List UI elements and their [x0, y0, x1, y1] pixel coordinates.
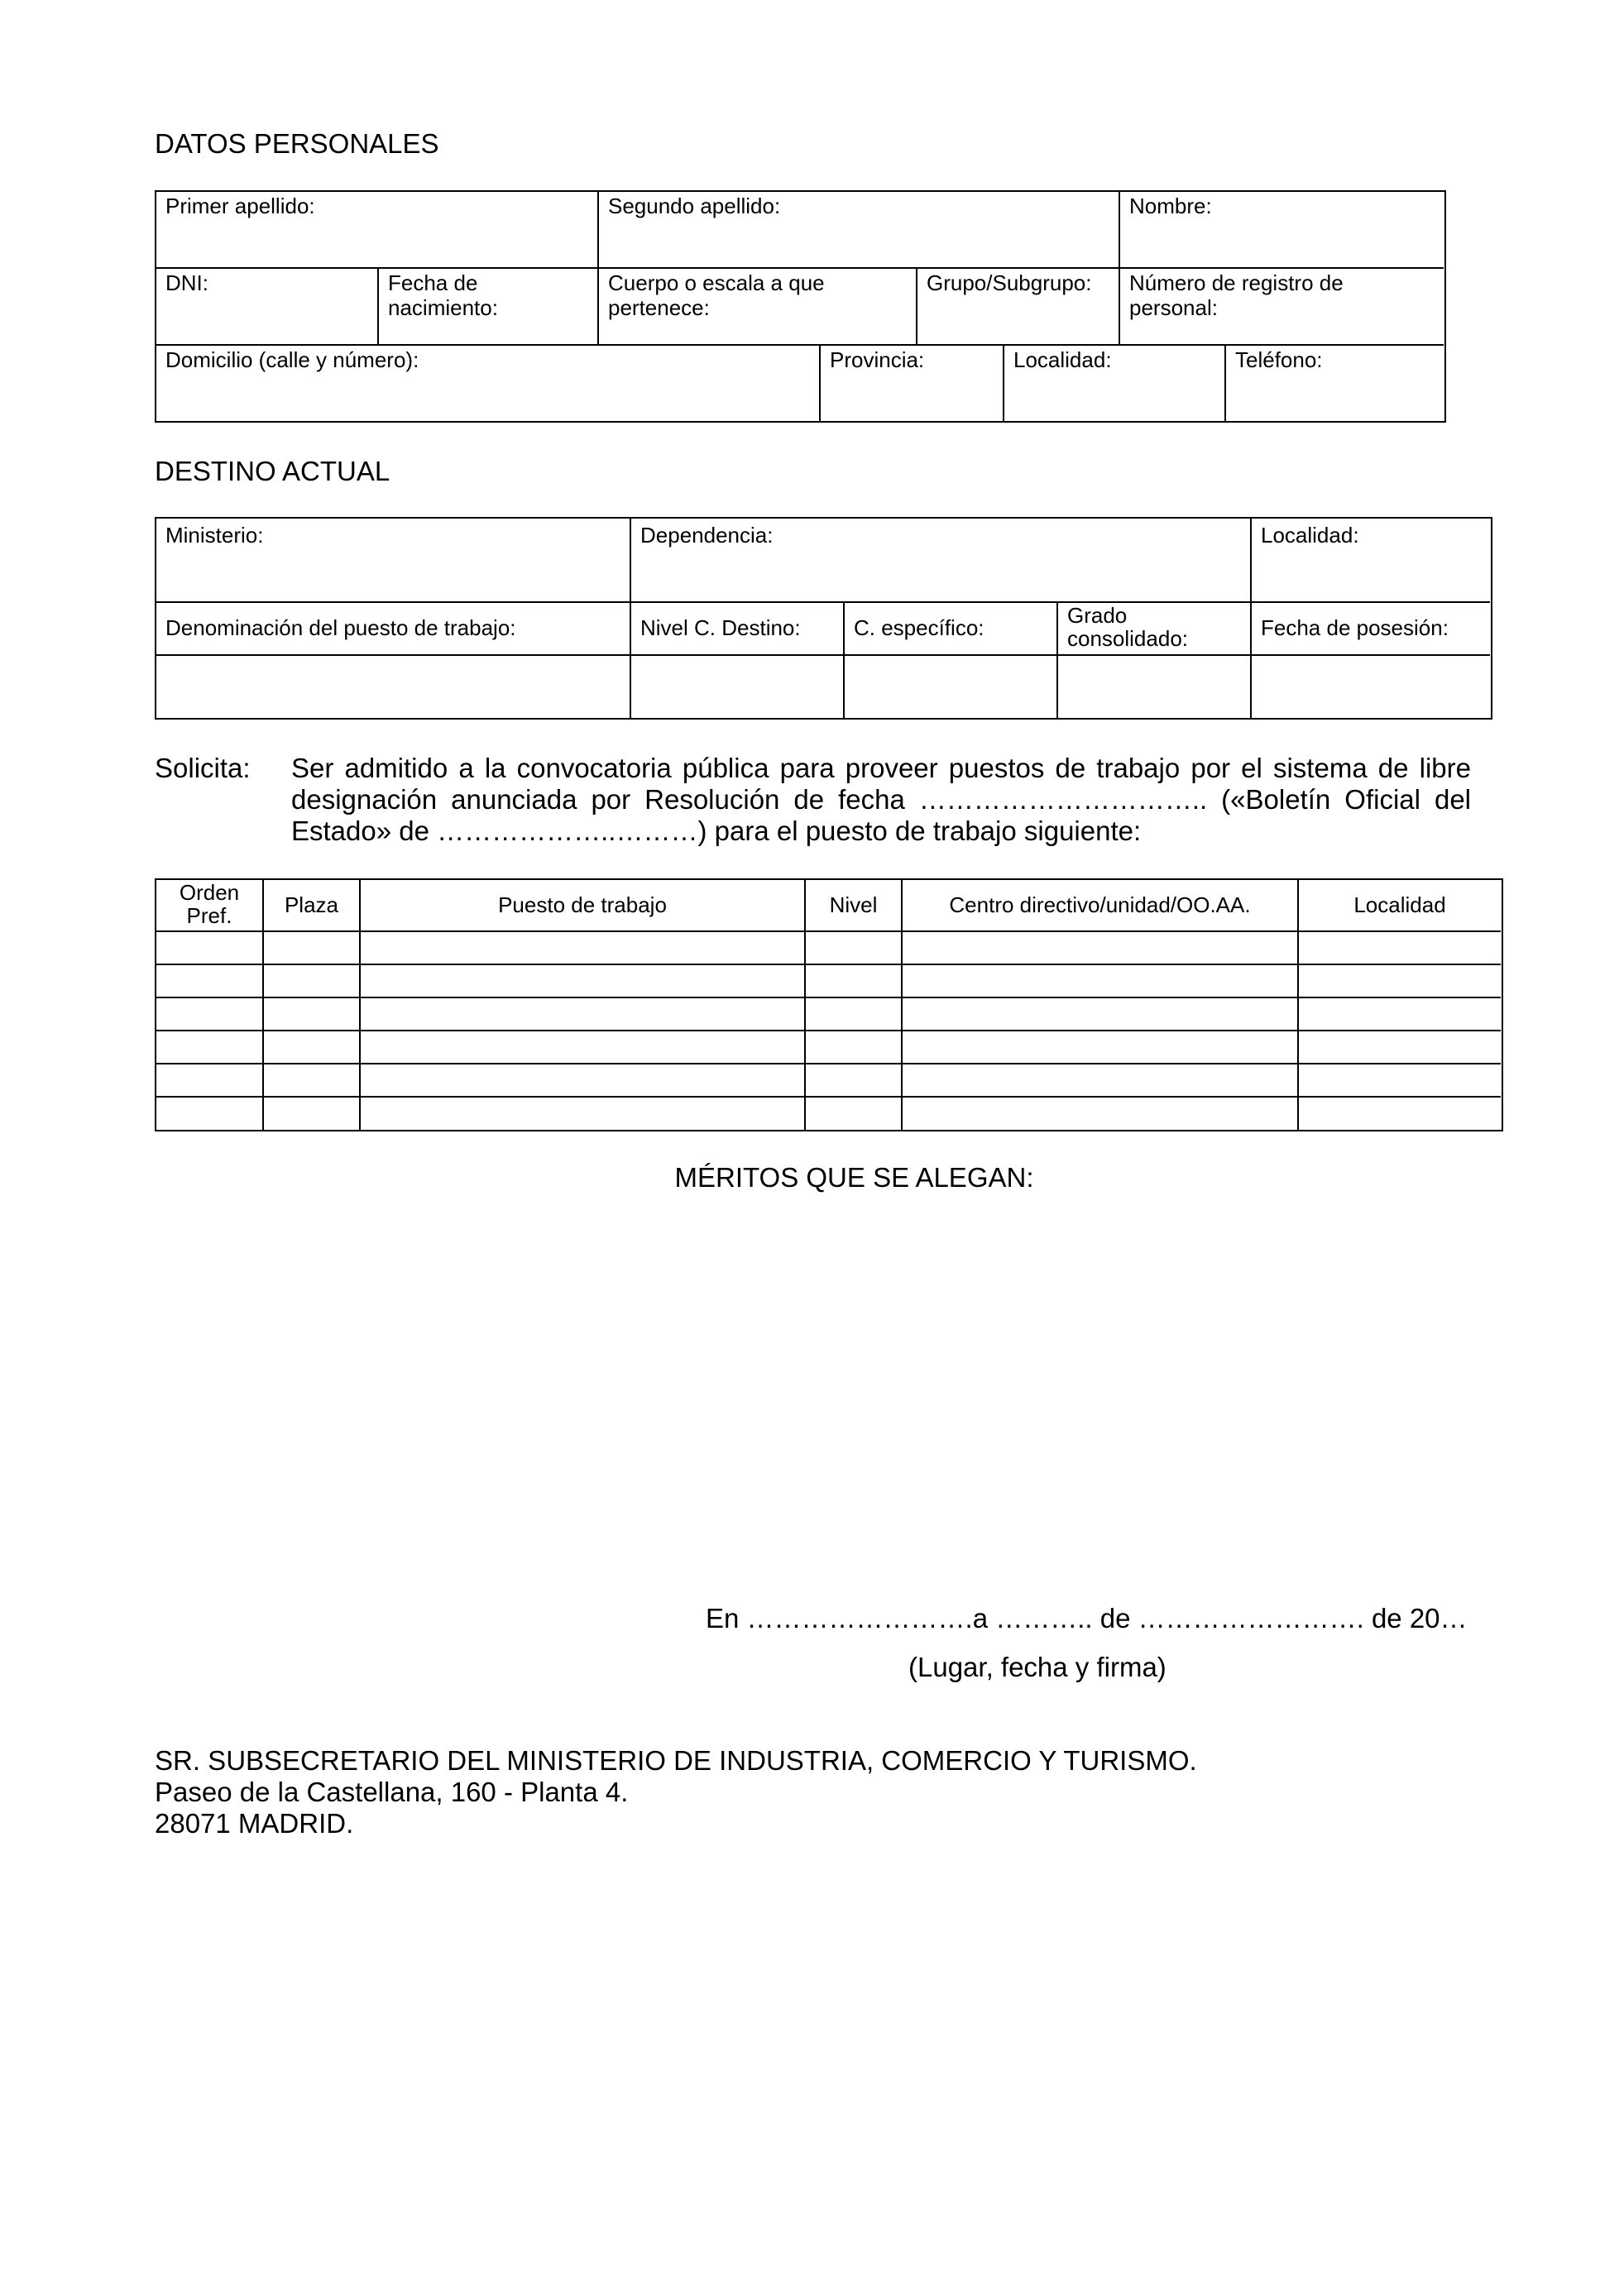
col-divider — [597, 268, 599, 345]
dni-field[interactable] — [158, 297, 375, 342]
nivel-cell[interactable] — [806, 1031, 901, 1062]
solicita-line-1: Ser admitido a la convocatoria pública para proveer puestos de trabajo por el sistema de libre — [291, 753, 1471, 783]
datos-personales-table — [155, 190, 1446, 423]
dependencia-label: Dependencia: — [640, 523, 774, 548]
grado-label-2: consolidado: — [1067, 626, 1188, 651]
destinatario-line-3: 28071 MADRID. — [155, 1808, 354, 1839]
destinatario-block — [155, 1745, 1197, 1839]
col-divider — [597, 192, 599, 268]
datos-personales-title: DATOS PERSONALES — [155, 128, 439, 159]
especifico-label: C. específico: — [854, 615, 984, 640]
centro-cell[interactable] — [903, 1064, 1297, 1095]
fecha-nacimiento-label-1: Fecha de — [388, 270, 478, 295]
telefono-field[interactable] — [1228, 374, 1441, 419]
col-divider — [377, 268, 379, 345]
orden-cell[interactable] — [156, 1031, 262, 1062]
destino-localidad-label: Localidad: — [1261, 523, 1359, 548]
puestos-table — [155, 878, 1503, 1131]
meritos-area[interactable] — [155, 1208, 1503, 1588]
col-divider — [1119, 268, 1120, 345]
col-divider — [843, 602, 845, 718]
puesto-cell[interactable] — [361, 932, 804, 963]
nombre-field[interactable] — [1122, 220, 1441, 265]
puesto-cell[interactable] — [361, 998, 804, 1029]
col-divider — [1224, 345, 1226, 421]
cuerpo-field[interactable] — [601, 322, 914, 342]
firma-line: En …………………….a ……….. de ……………………. de 20… — [706, 1603, 1468, 1634]
provincia-field[interactable] — [822, 374, 1001, 419]
header-plaza: Plaza — [284, 892, 339, 917]
centro-cell[interactable] — [903, 1031, 1297, 1062]
firma-caption: (Lugar, fecha y firma) — [908, 1652, 1167, 1682]
orden-cell[interactable] — [156, 998, 262, 1029]
row-divider — [156, 267, 1444, 269]
dependencia-field[interactable] — [633, 552, 1248, 600]
localidad-field[interactable] — [1006, 374, 1223, 419]
localidad-cell[interactable] — [1299, 965, 1501, 996]
centro-cell[interactable] — [903, 965, 1297, 996]
puesto-cell[interactable] — [361, 1064, 804, 1095]
segundo-apellido-label: Segundo apellido: — [608, 194, 781, 218]
cuerpo-label-1: Cuerpo o escala a que — [608, 270, 825, 295]
plaza-cell[interactable] — [264, 965, 359, 996]
localidad-cell[interactable] — [1299, 1098, 1501, 1128]
grupo-field[interactable] — [919, 297, 1117, 342]
localidad-cell[interactable] — [1299, 1064, 1501, 1095]
orden-cell[interactable] — [156, 1064, 262, 1095]
plaza-cell[interactable] — [264, 998, 359, 1029]
nivel-destino-field[interactable] — [633, 657, 841, 717]
destino-actual-title: DESTINO ACTUAL — [155, 456, 390, 486]
fecha-nacimiento-label-2: nacimiento: — [388, 295, 498, 320]
nivel-destino-label: Nivel C. Destino: — [640, 615, 801, 640]
destinatario-line-2: Paseo de la Castellana, 160 - Planta 4. — [155, 1777, 629, 1807]
localidad-cell[interactable] — [1299, 1031, 1501, 1062]
orden-cell[interactable] — [156, 932, 262, 963]
row-divider — [156, 601, 1490, 603]
orden-cell[interactable] — [156, 1098, 262, 1128]
segundo-apellido-field[interactable] — [601, 220, 1117, 265]
domicilio-field[interactable] — [158, 374, 817, 419]
row-divider — [156, 654, 1490, 656]
ministerio-label: Ministerio: — [165, 523, 264, 548]
row-divider — [156, 344, 1444, 346]
ministerio-field[interactable] — [158, 552, 627, 600]
domicilio-label: Domicilio (calle y número): — [165, 347, 419, 372]
header-nivel: Nivel — [829, 892, 878, 917]
nivel-cell[interactable] — [806, 998, 901, 1029]
nrp-label-1: Número de registro de — [1129, 270, 1344, 295]
primer-apellido-label: Primer apellido: — [165, 194, 315, 218]
nivel-cell[interactable] — [806, 1098, 901, 1128]
nivel-cell[interactable] — [806, 965, 901, 996]
orden-cell[interactable] — [156, 965, 262, 996]
telefono-label: Teléfono: — [1235, 347, 1323, 372]
col-divider — [1056, 602, 1058, 718]
puesto-cell[interactable] — [361, 1031, 804, 1062]
solicita-line-2: designación anunciada por Resolución de fecha ………………………….. («Boletín Oficial del — [291, 784, 1471, 815]
nivel-cell[interactable] — [806, 932, 901, 963]
header-centro: Centro directivo/unidad/OO.AA. — [949, 892, 1251, 917]
localidad-label: Localidad: — [1013, 347, 1112, 372]
header-localidad: Localidad — [1353, 892, 1446, 917]
col-divider — [1250, 519, 1252, 602]
puesto-cell[interactable] — [361, 1098, 804, 1128]
grado-field[interactable] — [1060, 657, 1248, 717]
nrp-field[interactable] — [1122, 322, 1441, 342]
header-puesto: Puesto de trabajo — [498, 892, 667, 917]
col-divider — [1003, 345, 1004, 421]
especifico-field[interactable] — [846, 657, 1055, 717]
localidad-cell[interactable] — [1299, 932, 1501, 963]
destinatario-line-1: SR. SUBSECRETARIO DEL MINISTERIO DE INDUSTRIA, COMERCIO Y TURISMO. — [155, 1745, 1197, 1776]
destino-localidad-field[interactable] — [1253, 552, 1488, 600]
destino-actual-table — [155, 517, 1492, 720]
fecha-posesion-field[interactable] — [1253, 657, 1488, 717]
dni-label: DNI: — [165, 270, 208, 295]
col-divider — [1250, 602, 1252, 718]
cuerpo-label-2: pertenece: — [608, 295, 710, 320]
col-divider — [1119, 192, 1120, 268]
meritos-title: MÉRITOS QUE SE ALEGAN: — [674, 1162, 1034, 1193]
plaza-cell[interactable] — [264, 1064, 359, 1095]
grupo-label: Grupo/Subgrupo: — [927, 270, 1092, 295]
header-orden-1: Orden — [179, 880, 240, 905]
col-divider — [630, 602, 631, 718]
fecha-posesion-label: Fecha de posesión: — [1261, 615, 1449, 640]
denominacion-field[interactable] — [158, 657, 627, 717]
plaza-cell[interactable] — [264, 1031, 359, 1062]
nombre-label: Nombre: — [1129, 194, 1212, 218]
puesto-cell[interactable] — [361, 965, 804, 996]
col-divider — [819, 345, 821, 421]
nivel-cell[interactable] — [806, 1064, 901, 1095]
localidad-cell[interactable] — [1299, 998, 1501, 1029]
solicita-label: Solicita: — [155, 753, 251, 783]
grado-label-1: Grado — [1067, 603, 1128, 628]
primer-apellido-field[interactable] — [158, 220, 595, 265]
header-orden-2: Pref. — [186, 903, 232, 928]
fecha-nacimiento-field[interactable] — [381, 322, 596, 342]
centro-cell[interactable] — [903, 1098, 1297, 1128]
provincia-label: Provincia: — [830, 347, 925, 372]
centro-cell[interactable] — [903, 998, 1297, 1029]
solicita-line-3: Estado» de ………………..………) para el puesto de trabajo siguiente: — [291, 816, 1142, 846]
col-divider — [916, 268, 917, 345]
col-divider — [630, 519, 631, 602]
plaza-cell[interactable] — [264, 932, 359, 963]
plaza-cell[interactable] — [264, 1098, 359, 1128]
solicita-paragraph — [291, 753, 1471, 847]
centro-cell[interactable] — [903, 932, 1297, 963]
denominacion-label: Denominación del puesto de trabajo: — [165, 615, 516, 640]
nrp-label-2: personal: — [1129, 295, 1218, 320]
